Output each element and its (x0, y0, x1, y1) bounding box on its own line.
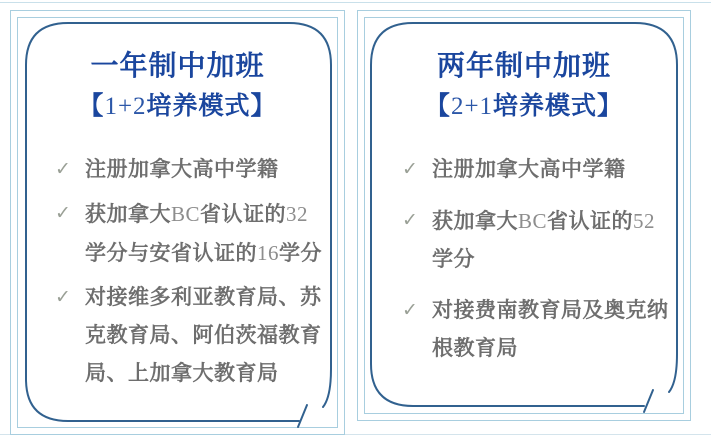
benefit-list (358, 151, 690, 368)
benefit-text: 获加拿大BC省认证的32学分与安省认证的16学分 (85, 202, 322, 265)
card-two-year-program (357, 10, 691, 421)
card-title: 两年制中加班 (436, 50, 611, 81)
card-title: 一年制中加班 (90, 50, 265, 81)
card-subtitle: 【1+2培养模式】 (78, 92, 277, 120)
check-icon: ✓ (402, 210, 418, 231)
card-content (358, 11, 690, 420)
check-icon: ✓ (402, 300, 418, 321)
benefit-list (11, 151, 344, 393)
check-icon: ✓ (55, 159, 71, 180)
check-icon: ✓ (55, 203, 71, 224)
benefit-item (402, 202, 672, 279)
benefit-item (402, 151, 672, 189)
benefit-item (55, 151, 326, 189)
benefit-text: 获加拿大BC省认证的52学分 (432, 209, 656, 271)
benefit-text: 注册加拿大高中学籍 (85, 158, 279, 181)
check-icon: ✓ (402, 159, 418, 180)
benefit-text: 注册加拿大高中学籍 (432, 158, 626, 181)
benefit-text: 对接费南教育局及奥克纳根教育局 (432, 299, 669, 360)
card-one-year-program (10, 10, 345, 435)
benefit-text: 对接维多利亚教育局、苏克教育局、阿伯茨福教育局、上加拿大教育局 (85, 286, 322, 385)
check-icon: ✓ (55, 287, 71, 308)
card-subtitle: 【2+1培养模式】 (424, 92, 624, 120)
benefit-item (402, 292, 672, 368)
benefit-item (55, 279, 326, 393)
card-content (11, 11, 344, 434)
benefit-item (55, 195, 326, 273)
top-divider-line (0, 2, 711, 3)
